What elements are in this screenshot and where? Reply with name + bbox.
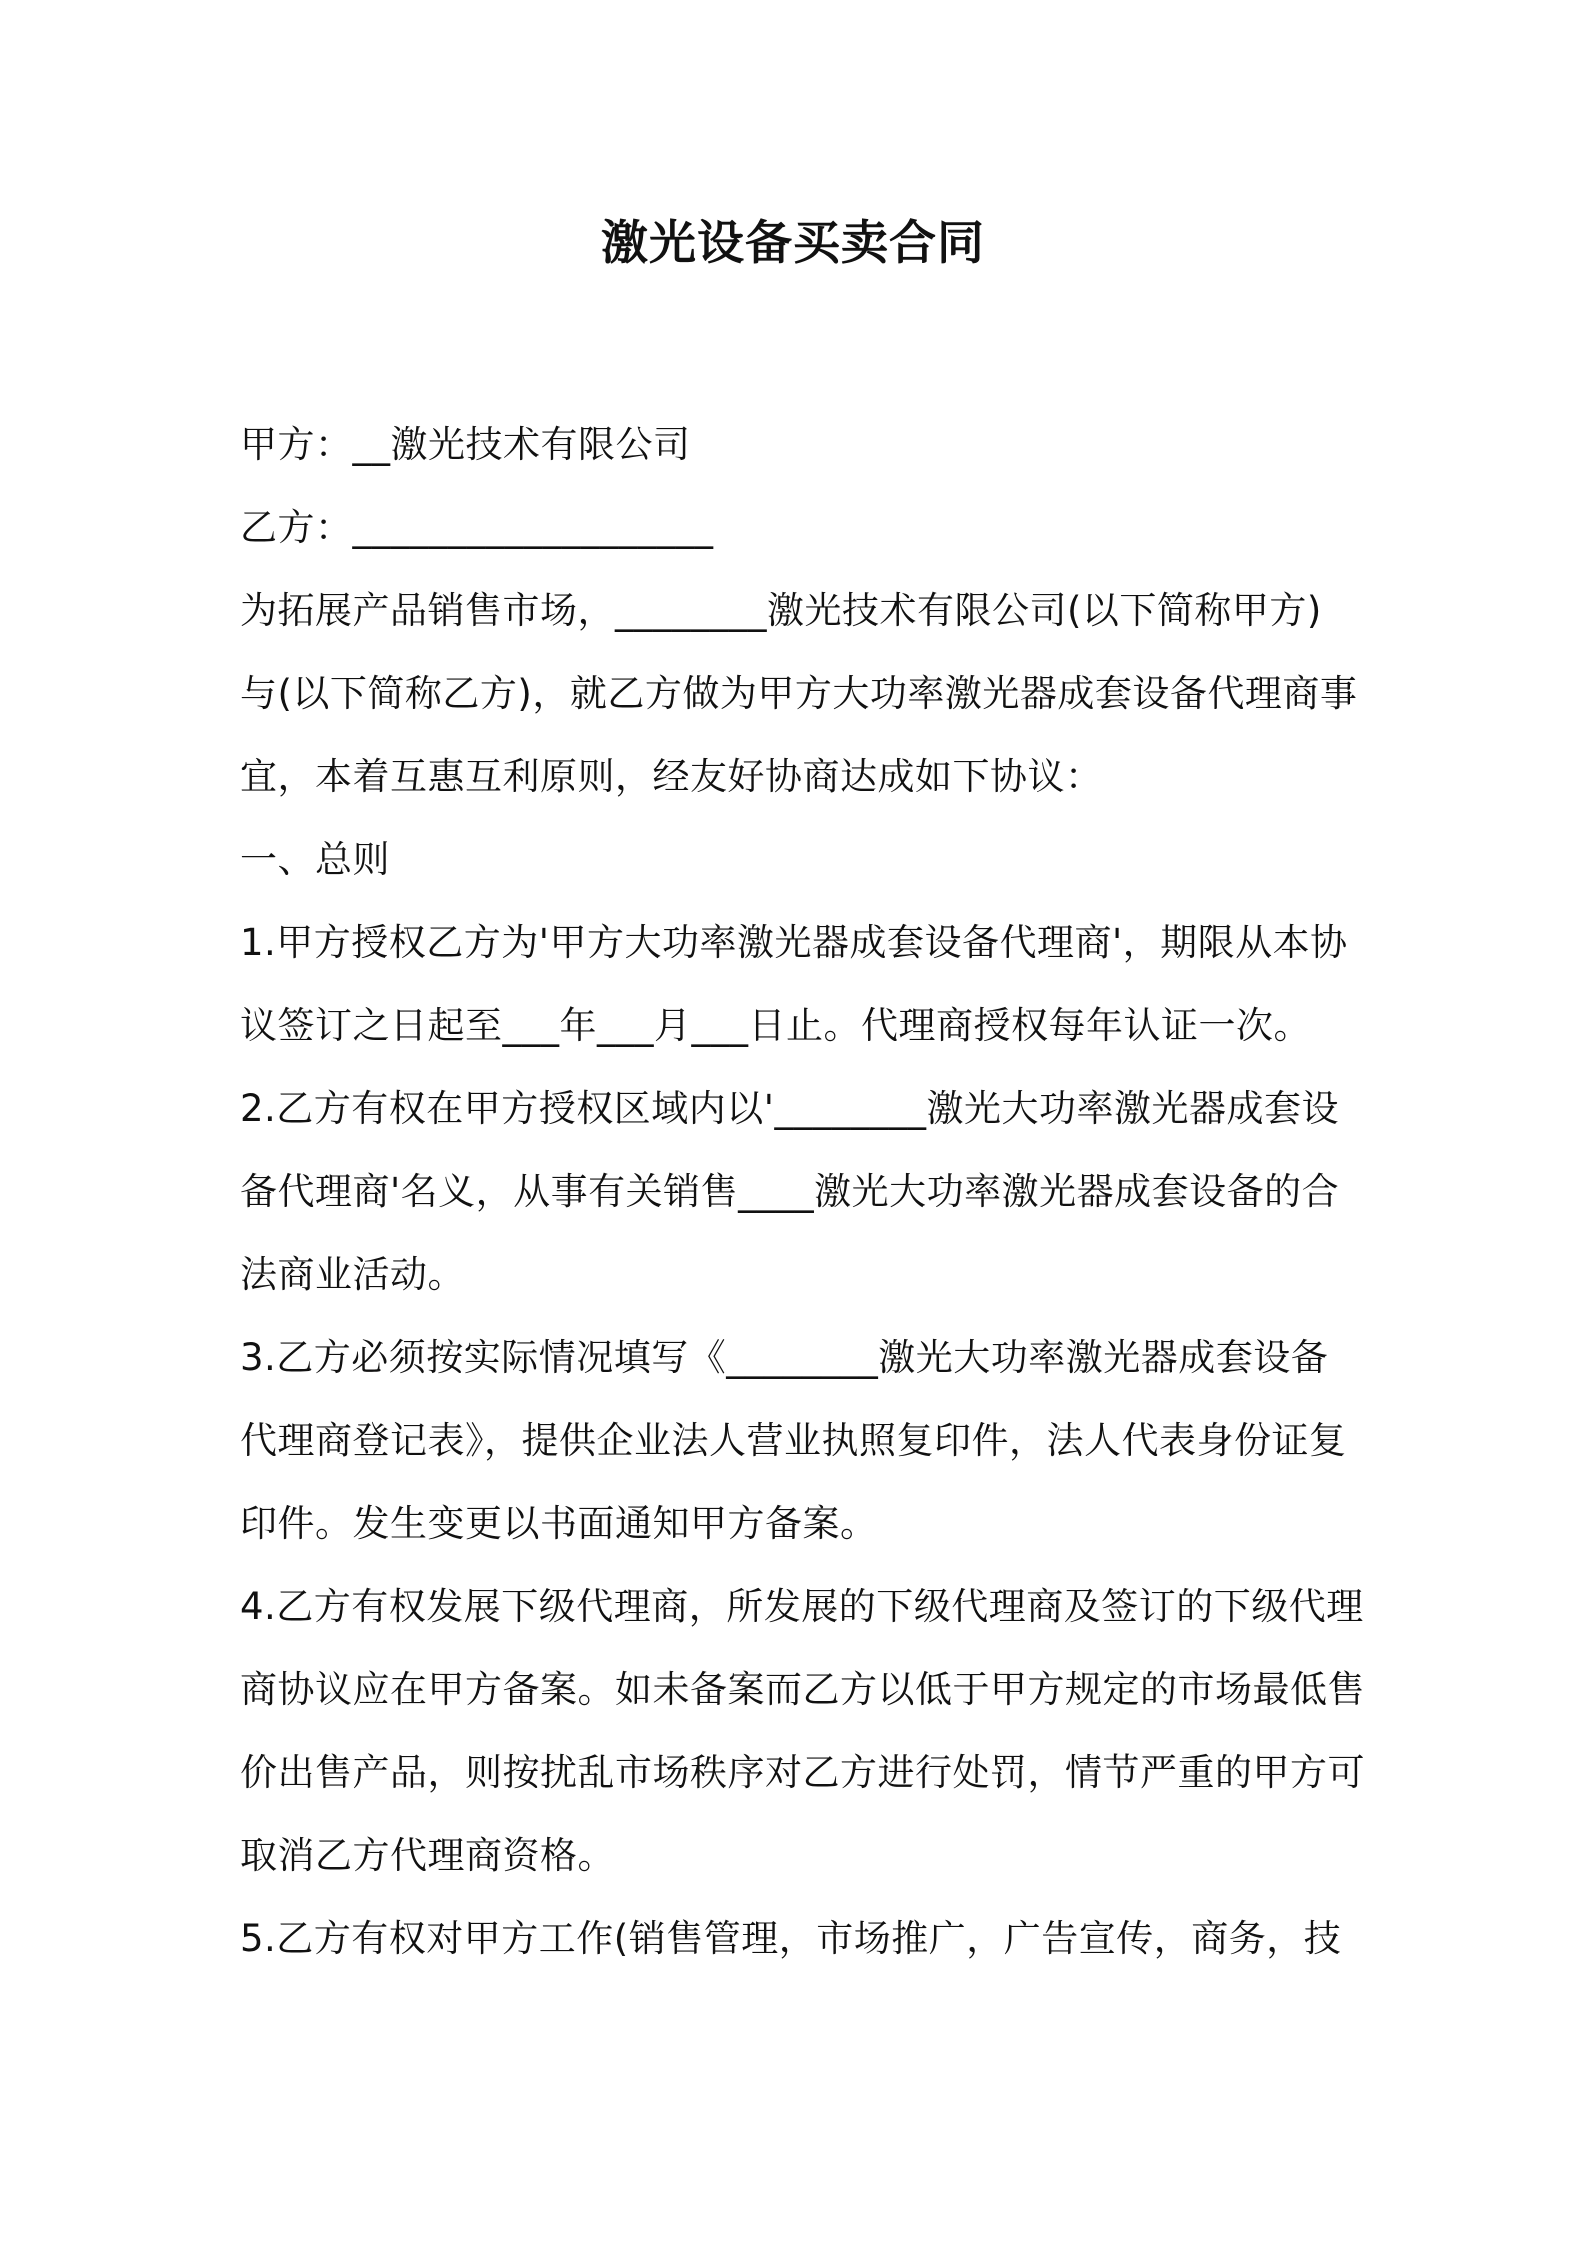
party-b-line: 乙方：___________________ [240, 506, 714, 549]
clause-2-line: 备代理商'名义，从事有关销售____激光大功率激光器成套设备的合 [240, 1170, 1340, 1213]
party-a-line: 甲方：__激光技术有限公司 [240, 423, 691, 466]
clause-4-line: 取消乙方代理商资格。 [240, 1834, 615, 1877]
clause-3-line: 3.乙方必须按实际情况填写《________激光大功率激光器成套设备 [240, 1336, 1329, 1379]
clause-2-line: 法商业活动。 [240, 1253, 465, 1296]
clause-3-line: 印件。发生变更以书面通知甲方备案。 [240, 1502, 878, 1545]
document-body [240, 403, 1365, 1980]
clause-2-line: 2.乙方有权在甲方授权区域内以'________激光大功率激光器成套设 [240, 1087, 1339, 1130]
preamble-line: 与(以下简称乙方)，就乙方做为甲方大功率激光器成套设备代理商事 [240, 672, 1358, 715]
clause-1-line: 议签订之日起至___年___月___日止。代理商授权每年认证一次。 [240, 1004, 1311, 1047]
clause-5-line: 5.乙方有权对甲方工作(销售管理，市场推广，广告宣传，商务，技 [240, 1917, 1342, 1960]
preamble-line: 宜，本着互惠互利原则，经友好协商达成如下协议： [240, 755, 1103, 798]
clause-3-line: 代理商登记表》，提供企业法人营业执照复印件，法人代表身份证复 [240, 1419, 1347, 1462]
clause-1-line: 1.甲方授权乙方为'甲方大功率激光器成套设备代理商'，期限从本协 [240, 921, 1348, 964]
clause-4-line: 价出售产品，则按扰乱市场秩序对乙方进行处罚，情节严重的甲方可 [240, 1751, 1365, 1794]
section-heading: 一、总则 [240, 838, 390, 881]
clause-4-line: 4.乙方有权发展下级代理商，所发展的下级代理商及签订的下级代理 [240, 1585, 1364, 1628]
clause-4-line: 商协议应在甲方备案。如未备案而乙方以低于甲方规定的市场最低售 [240, 1668, 1365, 1711]
document-title: 激光设备买卖合同 [601, 216, 985, 271]
preamble-line: 为拓展产品销售市场，________激光技术有限公司(以下简称甲方) [240, 589, 1322, 632]
